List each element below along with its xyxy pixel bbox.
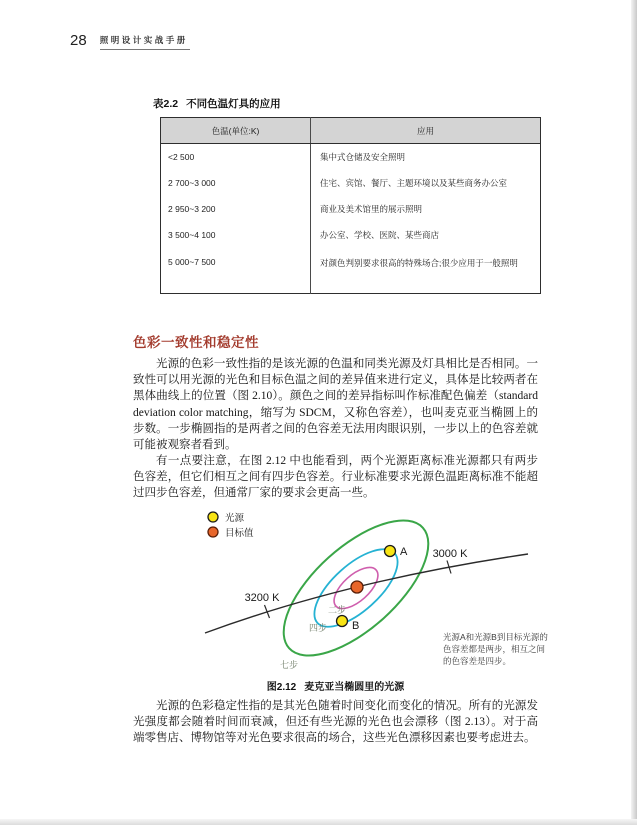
- table-row: [161, 248, 541, 294]
- point-a-label: A: [400, 546, 408, 558]
- step-label-seven: 七步: [280, 660, 299, 670]
- page-number: 28: [70, 32, 87, 49]
- light-source-b-dot: [337, 616, 348, 627]
- scan-edge-bottom: [0, 819, 637, 825]
- annotation-line: 的色容差是四步。: [443, 656, 512, 666]
- annotation-line: 光源A和光源B到目标光源的: [443, 632, 548, 642]
- temp-label-3000k: 3000 K: [432, 548, 468, 560]
- table-header-row: [161, 118, 541, 144]
- figure-legend: [208, 512, 254, 539]
- light-source-a-dot: [385, 546, 396, 557]
- cell-application: 办公室、学校、医院、某些商店: [311, 222, 541, 248]
- cell-temp-range: 2 950~3 200: [168, 204, 216, 214]
- figure-caption: [133, 678, 538, 693]
- table-row: [161, 144, 541, 171]
- figure-caption-label: 图2.12: [266, 682, 297, 693]
- cell-application: 集中式仓储及安全照明: [311, 144, 541, 171]
- figure-caption-text: 麦克亚当椭圆里的光源: [304, 682, 405, 693]
- scan-edge-right: [631, 0, 637, 825]
- legend-target-label: 目标值: [225, 528, 254, 539]
- color-temperature-table: [160, 117, 541, 294]
- book-title: 照明设计实战手册: [100, 33, 190, 50]
- cell-application: 商业及美术馆里的展示照明: [311, 196, 541, 222]
- table-block: [153, 96, 541, 294]
- step-label-four: 四步: [309, 623, 328, 633]
- legend-source-label: 光源: [225, 513, 245, 524]
- point-b-label: B: [352, 620, 360, 632]
- cell-temp-range: <2 500: [168, 152, 195, 162]
- cell-temp-range: 3 500~4 100: [168, 230, 216, 240]
- cell-application: 对颜色判别要求很高的特殊场合;很少应用于一般照明: [311, 248, 541, 294]
- macadam-ellipse-diagram: [120, 503, 620, 678]
- cell-temp-range: 2 700~3 000: [168, 178, 216, 188]
- cell-application: 住宅、宾馆、餐厅、主题环境以及某些商务办公室: [311, 170, 541, 196]
- cell-temp-range: 5 000~7 500: [168, 257, 216, 267]
- legend-target-dot-icon: [208, 527, 218, 537]
- page-header: [70, 33, 190, 50]
- target-value-dot: [351, 581, 363, 593]
- table-title-text: 不同色温灯具的应用: [186, 98, 281, 110]
- legend-source-dot-icon: [208, 512, 218, 522]
- figure-annotation: [443, 632, 548, 666]
- table-title-label: 表2.2: [153, 98, 179, 110]
- table-row: [161, 222, 541, 248]
- paragraph-tolerance-note: 有一点要注意，在图 2.12 中也能看到，两个光源距离标准光源都只有两步色容差，但它们相互之间有四步色容差。行业标准要求光源色温距离标准不能超过四步色容差，但通常厂家的要求会更高一些。: [133, 455, 538, 500]
- column-header-application: 应用: [311, 118, 541, 144]
- annotation-line: 色容差都是两步，相互之间: [443, 644, 546, 654]
- paragraph-color-stability: 光源的色彩稳定性指的是其光色随着时间变化而变化的情况。所有的光源发光强度都会随着时间而衰减，但还有些光源的光色也会漂移（图 2.13）。对于高端零售店、博物馆等对光色要求很高的场合，这些光色漂移因素也要考虑进去。: [133, 700, 538, 745]
- step-label-two: 二步: [328, 605, 347, 615]
- table-title: [153, 96, 541, 111]
- paragraph-color-consistency: 光源的色彩一致性指的是该光源的色温和同类光源及灯具相比是否相同。一致性可以用光源的光色和目标色温之间的差异值来进行定义，具体是比较两者在黑体曲线上的位置（图 2.10）。颜色之间的差异指标叫作标准配色偏差（standard deviation color matching，缩写为 SDCM，又称色容差），也叫麦克亚当椭圆上的步数。一步椭圆指的是两者之间的色容差无法用肉眼识别，一步以上的色容差就可能被观察者看到。: [133, 358, 538, 452]
- table-row: [161, 170, 541, 196]
- column-header-temperature: 色温(单位:K): [161, 118, 311, 144]
- section-heading: 色彩一致性和稳定性: [133, 335, 259, 350]
- table-row: [161, 196, 541, 222]
- temp-label-3200k: 3200 K: [244, 592, 280, 604]
